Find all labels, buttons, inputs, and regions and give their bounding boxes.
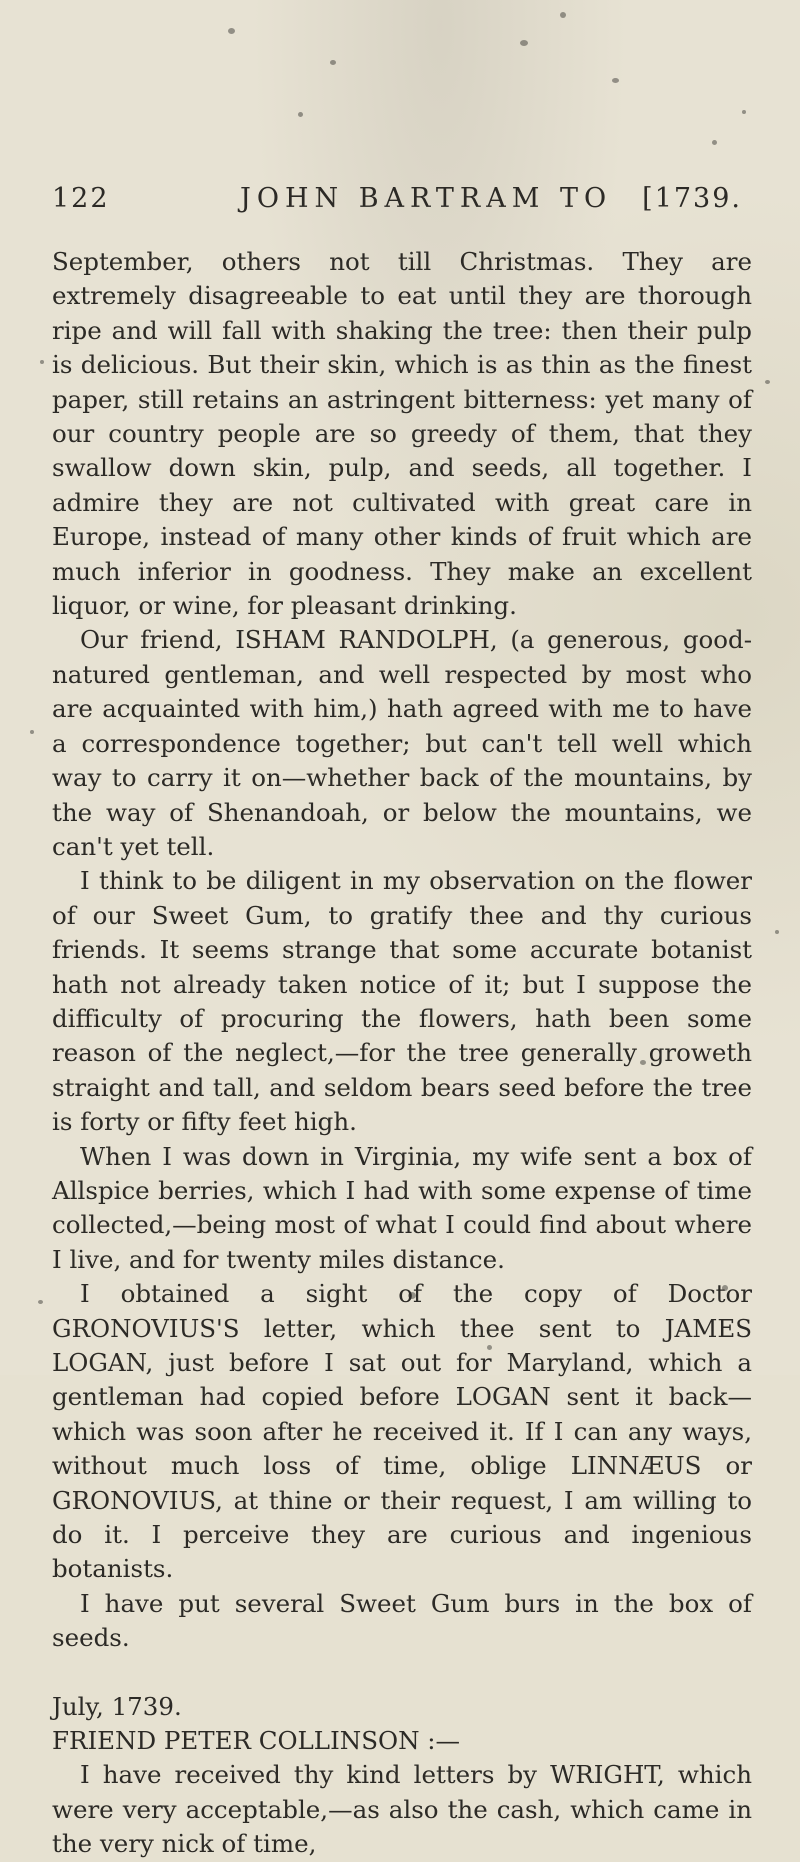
foxing-speck	[30, 730, 34, 734]
foxing-speck	[228, 28, 235, 34]
paragraph: When I was down in Virginia, my wife sent a box of Allspice berries, which I had with some expense of time collected,—being most of what I could find about where I live, and for twenty miles distance.	[52, 1141, 752, 1274]
foxing-speck	[765, 380, 770, 384]
running-header	[52, 183, 742, 219]
running-title: JOHN BARTRAM TO	[240, 183, 613, 214]
paragraph: I obtained a sight of the copy of Doctor GRONOVIUS'S letter, which thee sent to JAMES LOGAN, just before I sat out for Maryland, which a gentleman had copied before LOGAN sent it back—which was soon after he received it. If I can any ways, without much loss of time, oblige LINNÆUS or GRONOVIUS, at thine or their request, I am willing to do it. I perceive they are curious and ingenious botanists.	[52, 1279, 752, 1584]
foxing-speck	[40, 360, 44, 364]
foxing-speck	[38, 1300, 43, 1304]
page-number: 122	[52, 183, 110, 214]
foxing-speck	[712, 140, 717, 145]
body-text	[52, 245, 752, 1862]
foxing-speck	[298, 112, 303, 117]
foxing-speck	[612, 78, 619, 83]
paragraph: I think to be diligent in my observation on the flower of our Sweet Gum, to gratify thee and thy curious friends. It seems strange that some accurate botanist hath not already taken notice of it; but I suppose the difficulty of procuring the flowers, hath been some reason of the neglect,—for the tree generally groweth straight and tall, and seldom bears seed before the tree is forty or fifty feet high.	[52, 866, 752, 1137]
foxing-speck	[520, 40, 528, 46]
letter-salutation: FRIEND PETER COLLINSON :—	[52, 1726, 461, 1756]
foxing-speck	[330, 60, 336, 65]
letter-date: July, 1739.	[52, 1691, 182, 1721]
paragraph: September, others not till Christmas. They are extremely disagreeable to eat until they are thorough ripe and will fall with shaking the tree: then their pulp is delicious. But their skin, which is as thin as the finest paper, still retains an astringent bitterness: yet many of our country people are so greedy of them, that they swallow down skin, pulp, and seeds, all together. I admire they are not cultivated with great care in Europe, instead of many other kinds of fruit which are much inferior in goodness. They make an excellent liquor, or wine, for pleasant drinking.	[52, 247, 752, 621]
foxing-speck	[775, 930, 779, 934]
paragraph: I have received thy kind letters by WRIGHT, which were very acceptable,—as also the cash, which came in the very nick of time,	[52, 1760, 752, 1859]
header-year: [1739.	[642, 183, 742, 214]
foxing-speck	[742, 110, 746, 114]
paragraph: I have put several Sweet Gum burs in the box of seeds.	[52, 1588, 752, 1653]
foxing-speck	[560, 12, 566, 18]
paragraph: Our friend, ISHAM RANDOLPH, (a generous, good-natured gentleman, and well respected by most who are acquainted with him,) hath agreed with me to have a correspondence together; but can't tell well which way to carry it on—whether back of the mountains, by the way of Shenandoah, or below the mountains, we can't yet tell.	[52, 625, 752, 861]
